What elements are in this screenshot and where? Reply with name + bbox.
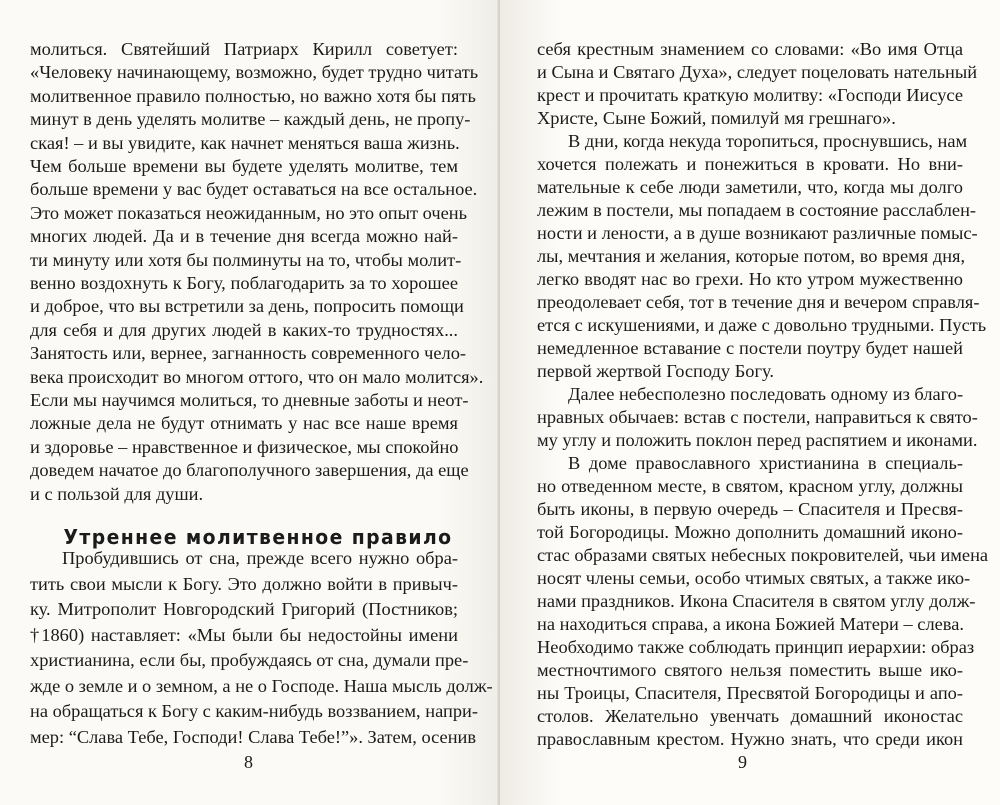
text-line: православным крестом. Нужно знать, что среди икон <box>537 729 963 749</box>
text-line: ется с искушениями, и даже с довольно трудными. Пусть <box>537 315 987 335</box>
text-line: минут в день уделять молитве – каждый день, не пропу- <box>30 109 471 130</box>
text-line: на обращаться к Богу с каким-нибудь воззванием, напри- <box>30 701 479 721</box>
text-line: тить свои мысли к Богу. Это должно войти в привыч- <box>30 573 458 594</box>
text-line: Если мы научимся молиться, то дневные заботы и неот- <box>30 390 469 410</box>
text-line: молиться. Святейший Патриарх Кирилл советует: <box>30 39 458 59</box>
text-line: мер: “Слава Тебе, Господи! Слава Тебе!”». Затем, осенив <box>30 726 477 747</box>
text-line: носят члены семьи, особо чтимых святых, а также ико- <box>537 568 971 588</box>
text-line: В дни, когда некуда торопиться, проснувшись, нам <box>568 131 968 151</box>
text-line: молитвенное правило полностью, но важно хотя бы пять <box>30 85 476 106</box>
text-line: и здоровье – нравственное и физическое, мы спокойно <box>30 436 459 457</box>
text-line: венно воздохнуть к Богу, поблагодарить за то хорошее <box>30 273 458 293</box>
text-line: му углу и положить поклон перед распятием и иконами. <box>537 430 978 450</box>
text-line: мательные к себе люди заметили, что, когда мы долго <box>537 177 963 197</box>
text-line: хочется полежать и понежиться в кровати. Но вни- <box>537 154 963 174</box>
text-line: той Богородицы. Можно дополнить домашний иконо- <box>537 522 963 542</box>
text-line: Это может показаться неожиданным, но это опыт очень <box>30 202 468 223</box>
text-line: преодолевает себя, тот в течение дня и вечером справля- <box>537 292 980 312</box>
text-line: Далее небесполезно последовать одному из благо- <box>568 384 964 404</box>
text-line: и доброе, что вы встретили за день, попросить помощи <box>30 296 464 317</box>
text-line: местночтимого святого нельзя поместить выше ико- <box>537 660 963 680</box>
text-line: Чем больше времени вы будете уделять молитве, тем <box>30 156 458 176</box>
text-line: «Человеку начинающему, возможно, будет трудно читать <box>30 62 479 83</box>
text-line: крест и прочитать краткую молитву: «Господи Иисусе <box>537 85 963 105</box>
text-line: ская! – и вы увидите, как начнет меняться ваша жизнь. <box>30 132 460 153</box>
page-number: 8 <box>244 752 253 772</box>
right-page <box>500 0 1000 805</box>
text-line: ности и лености, а в душе возникают различные помыс- <box>537 223 978 243</box>
text-line: и с пользой для души. <box>30 483 204 504</box>
text-line: себя крестным знамением со словами: «Во имя Отца <box>537 39 963 59</box>
text-line: легко вводят нас во грехи. Но кто утром мужественно <box>537 269 963 289</box>
text-line: В доме православного христианина в специаль- <box>568 453 963 473</box>
text-line: века происходит во многом оттого, что он мало молится». <box>30 366 484 387</box>
text-line: столов. Желательно увенчать домашний иконостас <box>537 706 963 726</box>
text-line: Христе, Сыне Божий, помилуй мя грешнаго». <box>537 108 896 128</box>
text-line: на находиться справа, а икона Божией Матери – слева. <box>537 614 964 634</box>
text-line: ны Троицы, Спасителя, Пресвятой Богородицы и апо- <box>537 683 963 703</box>
text-line: но отведенном месте, в святом, красном углу, должны <box>537 476 963 496</box>
text-line: для себя и для других людей в каких-то трудностях... <box>30 319 458 340</box>
text-line: Занятость или, вернее, загнанность современного чело- <box>30 343 467 364</box>
text-line: быть иконы, в первую очередь – Спасителя и Пресвя- <box>537 499 963 519</box>
text-line: ти минуту или хотя бы полминуты на то, чтобы молит- <box>30 249 462 270</box>
text-line: ку. Митрополит Новгородский Григорий (Постников; <box>30 599 458 619</box>
text-line: и Сына и Святаго Духа», следует поцеловать нательный <box>537 62 978 82</box>
text-line: стас образами святых небесных покровителей, чьи имена <box>537 545 989 565</box>
text-line: многих людей. Да и в течение дня всегда можно най- <box>30 226 458 247</box>
section-heading: Утреннее молитвенное правило <box>63 524 453 549</box>
text-line: †1860) наставляет: «Мы были бы недостойны имени <box>30 624 458 645</box>
text-line: христианина, если бы, пробуждаясь от сна, думали пре- <box>30 650 469 670</box>
text-line: немедленное вставание с постели поутру будет нашей <box>537 338 963 358</box>
text-line: Необходимо также соблюдать принцип иерархии: образ <box>537 637 975 657</box>
text-line: больше времени у вас будет оставаться на все остальное. <box>30 179 478 200</box>
text-line: нравных обычаев: встав с постели, направиться к свято- <box>537 407 978 427</box>
text-line: лы, мечтания и желания, которые потом, во время дня, <box>537 246 966 266</box>
text-line: нами праздников. Икона Спасителя в святом углу долж- <box>537 591 976 611</box>
text-line: лежим в постели, мы попадаем в состояние расслаблен- <box>537 200 977 220</box>
page-number: 9 <box>738 752 747 772</box>
text-line: доведем начатое до благополучного завершения, да еще <box>30 460 469 481</box>
text-line: ложные дела не будут отнимать у нас все наше время <box>30 413 458 434</box>
text-line: жде о земле и о земном, а не о Господе. Наша мысль долж- <box>30 675 493 696</box>
text-line: Пробудившись от сна, прежде всего нужно обра- <box>62 548 458 568</box>
text-line: первой жертвой Господу Богу. <box>537 361 774 381</box>
